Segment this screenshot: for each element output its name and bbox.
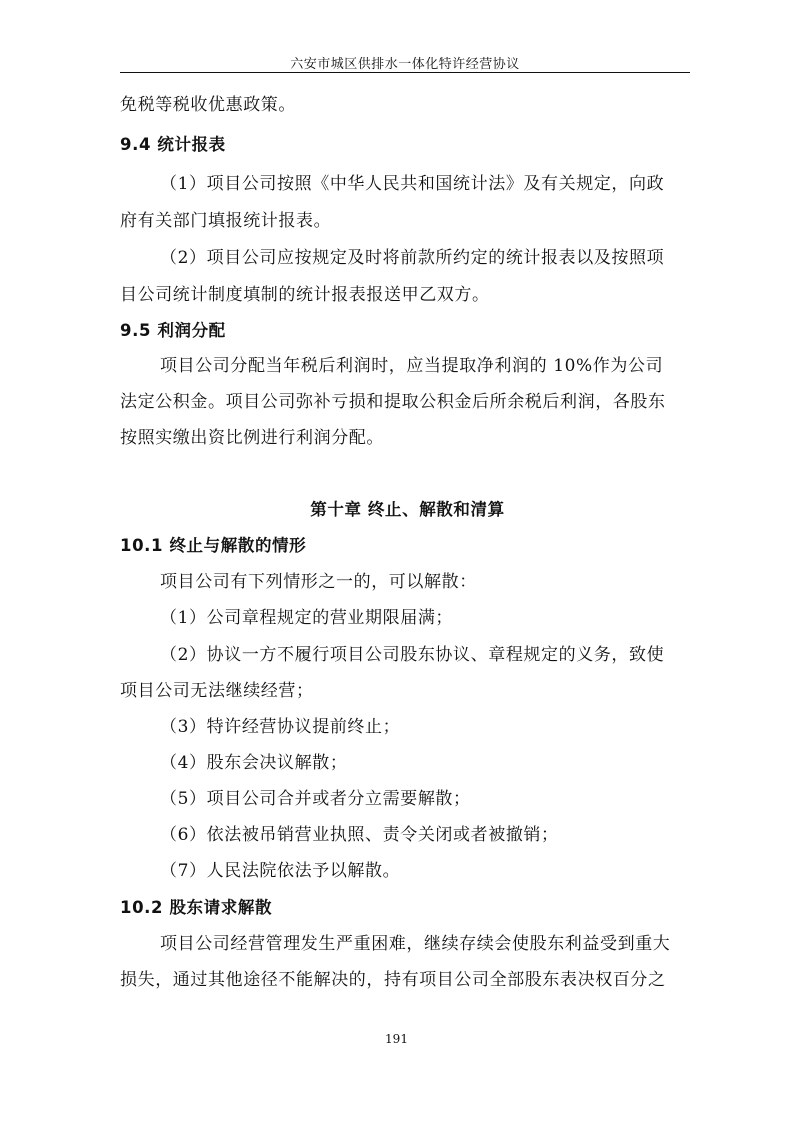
section-heading-10-1: 10.1 终止与解散的情形 <box>120 536 307 555</box>
paragraph-line: 目公司统计制度填制的统计报表报送甲乙双方。 <box>120 285 490 305</box>
header-rule <box>120 72 690 73</box>
list-item: （1）公司章程规定的营业期限届满； <box>160 608 454 628</box>
paragraph-line: 损失，通过其他途径不能解决的，持有项目公司全部股东表决权百分之 <box>120 970 666 990</box>
list-item: （4）股东会决议解散； <box>160 753 348 773</box>
paragraph-line: （1）项目公司按照《中华人民共和国统计法》及有关规定，向政 <box>160 174 665 194</box>
list-item: （7）人民法院依法予以解散。 <box>160 861 401 881</box>
paragraph-line: 按照实缴出资比例进行利润分配。 <box>120 428 384 448</box>
list-item: （6）依法被吊销营业执照、责令关闭或者被撤销； <box>160 825 559 845</box>
paragraph-line: 免税等税收优惠政策。 <box>120 95 296 115</box>
paragraph-line: 项目公司经营管理发生严重困难，继续存续会使股东利益受到重大 <box>160 934 671 954</box>
section-heading-9-5: 9.5 利润分配 <box>120 321 226 340</box>
list-item: （3）特许经营协议提前终止； <box>160 717 401 737</box>
paragraph-line: 府有关部门填报统计报表。 <box>120 211 332 231</box>
paragraph-line: 项目公司无法继续经营； <box>120 681 314 701</box>
paragraph-line: 项目公司分配当年税后利润时，应当提取净利润的 10%作为公司 <box>160 356 664 376</box>
list-item: （5）项目公司合并或者分立需要解散； <box>160 789 471 809</box>
paragraph-line: （2）项目公司应按规定及时将前款所约定的统计报表以及按照项 <box>160 248 665 268</box>
page-number: 191 <box>385 1032 408 1046</box>
section-heading-10-2: 10.2 股东请求解散 <box>120 898 273 917</box>
running-header: 六安市城区供排水一体化特许经营协议 <box>290 57 520 72</box>
list-item: （2）协议一方不履行项目公司股东协议、章程规定的义务，致使 <box>160 645 665 665</box>
section-heading-9-4: 9.4 统计报表 <box>120 135 226 154</box>
paragraph-line: 项目公司有下列情形之一的，可以解散： <box>160 572 477 592</box>
chapter-title: 第十章 终止、解散和清算 <box>310 500 505 519</box>
paragraph-line: 法定公积金。项目公司弥补亏损和提取公积金后所余税后利润，各股东 <box>120 392 666 412</box>
